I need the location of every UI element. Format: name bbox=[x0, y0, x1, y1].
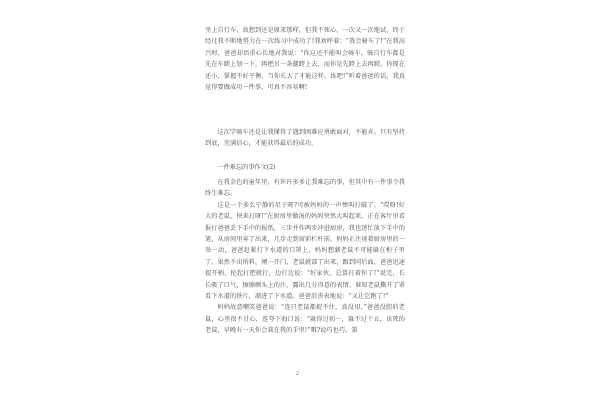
paragraph: 这次学骑车还是让我懂得了遇到困难应勇敢面对，不能弃。只有坚持到底，充满信心，才能获得最后的成功。 bbox=[205, 129, 405, 148]
paragraph: 坐上自行车，故想到还是原来那样，但我不死心，一次又一次地试，终于经过我不断地努力在一次练习中成功了!我欢呼着：“我会骑车了!”在我高兴时，爸爸却语重心长地对我说：“你这还不能叫会骑车，骑自行车都是先在车踏上划一下，再把另一条腿跨上去，而你是先跨上去再蹬。你现在还小，掌握不好平衡，当你长大了才能这样，练吧!”听着爸爸的话，我真觉得要做成功一件事，可真不容易啊! bbox=[205, 27, 405, 92]
paragraph: 在我金色的童年里，有许许多多让我难忘的事，但其中有一件事令我终生难忘。 bbox=[205, 179, 405, 198]
text-block-top bbox=[205, 25, 405, 93]
text-block-conclusion bbox=[205, 127, 405, 150]
essay-subtitle: 一件难忘的事作文(2) bbox=[217, 164, 276, 171]
text-block-essay bbox=[205, 177, 405, 337]
paragraph: 这是一个多么宁静的星子呀?可被妈妈的一声惨叫打破了。“哎呀!好大的老鼠，快来打呀!”在厨房里做汤的妈妈突然大叫起来。正在客厅里看报打爸爸丢下手中的报纸，三步并作两步冲进厨房，我也迷忙放下手中的笔，从房间里奔了出来，几步走到窗前栏杆前。妈妈正注视着厨房里的一举一动，爸爸赶紧打下水道的口罩上，妈妈想潮老鼠不可能躲在柜子里了。果然不出所料，闸一开门，老鼠就部了出来，跟到同后面，爸爸迅速提开柄，抡起打把就打，边打边说：“好家伙，总算打着你了!”说完，长长吸了口气，擦擦额头上的汗，露出几分得意的表情。谁知老鼠撕开了罩看下水道的铁片，溜进了下水道。爸爸沮丧表地说：“又让它跑了!” bbox=[205, 201, 405, 301]
page-number: 2 bbox=[296, 371, 299, 377]
paragraph: 妈妈故意嘲笑爸爸说：“连只老鼠都捉不住，真没用，”爸爸没腔的老鼠，心里很不甘心，连夸下海口说：“躲得过初一，躲不过十五，该死的老鼠，早晚有一天你会栽在我的手里!”哦?说巧也巧，第 bbox=[205, 304, 405, 335]
